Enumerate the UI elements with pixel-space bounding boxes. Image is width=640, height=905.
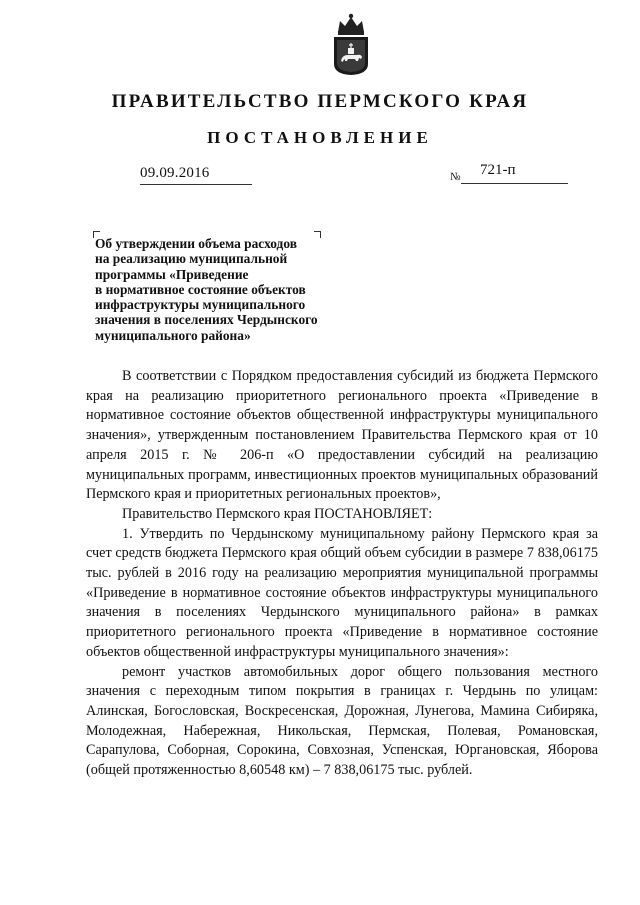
body-paragraph-resolves: Правительство Пермского края ПОСТАНОВЛЯЕТ: — [122, 505, 433, 522]
body-paragraph-basis: В соответствии с Порядком предоставления субсидий из бюджета Пермского края на реализацию приоритетного регионального проекта «Приведение в нормативное состояние объектов общественной инфраструктуры муниципального значения», утвержденным постановлением Правительства Пермского края от 10 апреля 2015 г. № 206-п «О предоставлении субсидий на реализацию муниципальных программ, инвестиционных проектов муниципальных образований Пермского края и приоритетных региональных проектов», — [86, 368, 598, 503]
subject-line: программы «Приведение — [95, 266, 249, 282]
number-underline — [461, 183, 568, 184]
date-underline — [140, 184, 252, 185]
document-number: 721-п — [480, 162, 516, 178]
subject-line: в нормативное состояние объектов — [95, 281, 306, 297]
coat-of-arms-icon — [330, 12, 372, 76]
body-paragraph-item-1: 1. Утвердить по Чердынскому муниципальному району Пермского края за счет средств бюджета Пермского края общий объем субсидии в размере 7 838,06175 тыс. рублей в 2016 году на реализацию мероприятия муниципальной программы «Приведение в нормативное состояние объектов инфраструктуры муниципального значения в поселениях Чердынского муниципального района» в рамках приоритетного регионального проекта «Приведение в нормативное состояние объектов общественной инфраструктуры муниципального значения»: — [86, 525, 598, 660]
government-title: ПРАВИТЕЛЬСТВО ПЕРМСКОГО КРАЯ — [111, 91, 529, 112]
subject-line: инфраструктуры муниципального — [95, 297, 306, 313]
document-type: ПОСТАНОВЛЕНИЕ — [207, 128, 433, 147]
document-body — [86, 367, 598, 781]
subject-line: муниципального района» — [95, 327, 251, 343]
document-date: 09.09.2016 — [140, 165, 210, 181]
subject-line: на реализацию муниципальной — [95, 251, 288, 267]
subject-line: Об утверждении объема расходов — [95, 236, 297, 251]
number-label: № — [450, 171, 461, 183]
document-subject — [95, 236, 360, 343]
subject-line: значения в поселениях Чердынского — [95, 312, 318, 328]
body-paragraph-road-repair: ремонт участков автомобильных дорог общего пользования местного значения с переходным типом покрытия в границах г. Чердынь по улицам: Алинская, Богословская, Воскресенская, Дорожная, Лунегова, Мамина Сибиряка, Молодежная, Набережная, Никольская, Пермская, Полевая, Романовская, Сарапулова, Соборная, Сорокина, Совхозная, Успенская, Юргановская, Яборова (общей протяженностью 8,60548 км) – 7 838,06175 тыс. рублей. — [86, 663, 598, 779]
